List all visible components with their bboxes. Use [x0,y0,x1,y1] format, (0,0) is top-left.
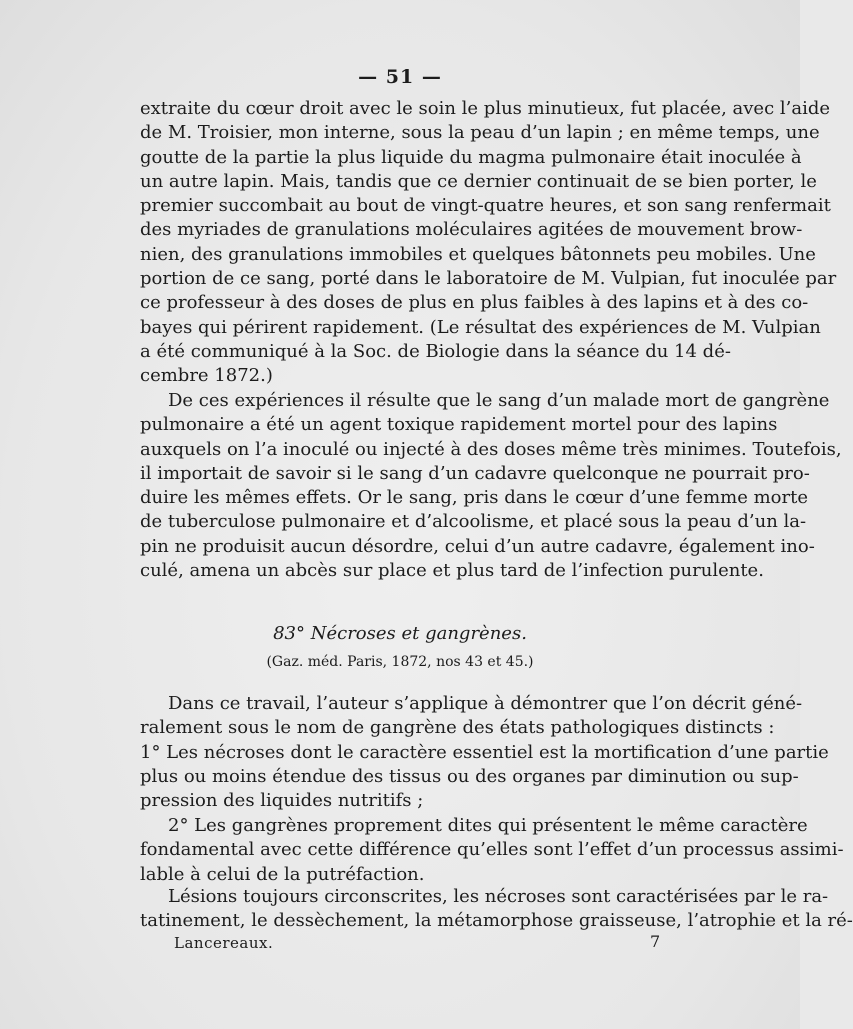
signature-mark: 7 [650,932,661,951]
text-line: pression des liquides nutritifs ; [140,790,424,812]
text-line: duire les mêmes effets. Or le sang, pris dans le cœur d’une femme morte [140,487,808,509]
text-line: fondamental avec cette différence qu’elles sont l’effet d’un processus assimi- [140,839,844,861]
text-line: premier succombait au bout de vingt-quatre heures, et son sang renfermait [140,195,831,217]
text-line: plus ou moins étendue des tissus ou des organes par diminution ou sup- [140,765,799,787]
text-line: un autre lapin. Mais, tandis que ce dernier continuait de se bien porter, le [140,170,817,192]
text-line: a été communiqué à la Soc. de Biologie dans la séance du 14 dé- [140,340,731,362]
text-line: De ces expériences il résulte que le sang d’un malade mort de gangrène [168,390,830,411]
text-line: 2° Les gangrènes proprement dites qui présentent le même caractère [168,815,808,836]
paragraph-5 [140,885,853,934]
text-line: Dans ce travail, l’auteur s’applique à démontrer que l’on décrit géné- [168,693,803,714]
paragraph-4 [140,814,844,887]
text-line: ralement sous le nom de gangrène des états pathologiques distincts : [140,717,775,739]
paragraph-1 [140,97,837,389]
text-line: Lésions toujours circonscrites, les nécroses sont caractérisées par le ra- [168,886,829,907]
paragraph-2 [140,389,842,583]
text-line: extraite du cœur droit avec le soin le plus minutieux, fut placée, avec l’aide [140,98,831,119]
text-line: ce professeur à des doses de plus en plus faibles à des lapins et à des co- [140,292,809,314]
author-signature: Lancereaux. [174,934,274,952]
text-line: goutte de la partie la plus liquide du magma pulmonaire était inoculée à [140,146,802,168]
text-line: il importait de savoir si le sang d’un cadavre quelconque ne pourrait pro- [140,462,810,484]
text-line: pulmonaire a été un agent toxique rapidement mortel pour des lapins [140,414,778,436]
text-line: pin ne produisit aucun désordre, celui d’un autre cadavre, également ino- [140,535,815,557]
text-line: portion de ce sang, porté dans le laboratoire de M. Vulpian, fut inoculée par [140,268,837,290]
section-heading: 83° Nécroses et gangrènes. [273,623,527,644]
text-line: lable à celui de la putréfaction. [140,863,425,885]
text-line: bayes qui périrent rapidement. (Le résultat des expériences de M. Vulpian [140,316,821,338]
text-line: nien, des granulations immobiles et quelques bâtonnets peu mobiles. Une [140,243,816,265]
text-line: 1° Les nécroses dont le caractère essentiel est la mortification d’une partie [140,741,829,763]
text-line: tatinement, le dessèchement, la métamorphose graisseuse, l’atrophie et la ré- [140,910,853,932]
text-line: de M. Troisier, mon interne, sous la peau d’un lapin ; en même temps, une [140,122,820,144]
text-line: des myriades de granulations moléculaires agitées de mouvement brow- [140,219,803,241]
paragraph-3 [140,692,829,813]
section-source: (Gaz. méd. Paris, 1872, nos 43 et 45.) [266,654,534,670]
text-line: culé, amena un abcès sur place et plus tard de l’infection purulente. [140,560,764,582]
text-line: auxquels on l’a inoculé ou injecté à des doses même très minimes. Toutefois, [140,438,842,460]
text-line: de tuberculose pulmonaire et d’alcoolisme, et placé sous la peau d’un la- [140,511,807,533]
text-line: cembre 1872.) [140,365,273,387]
page-number: — 51 — [358,66,442,88]
